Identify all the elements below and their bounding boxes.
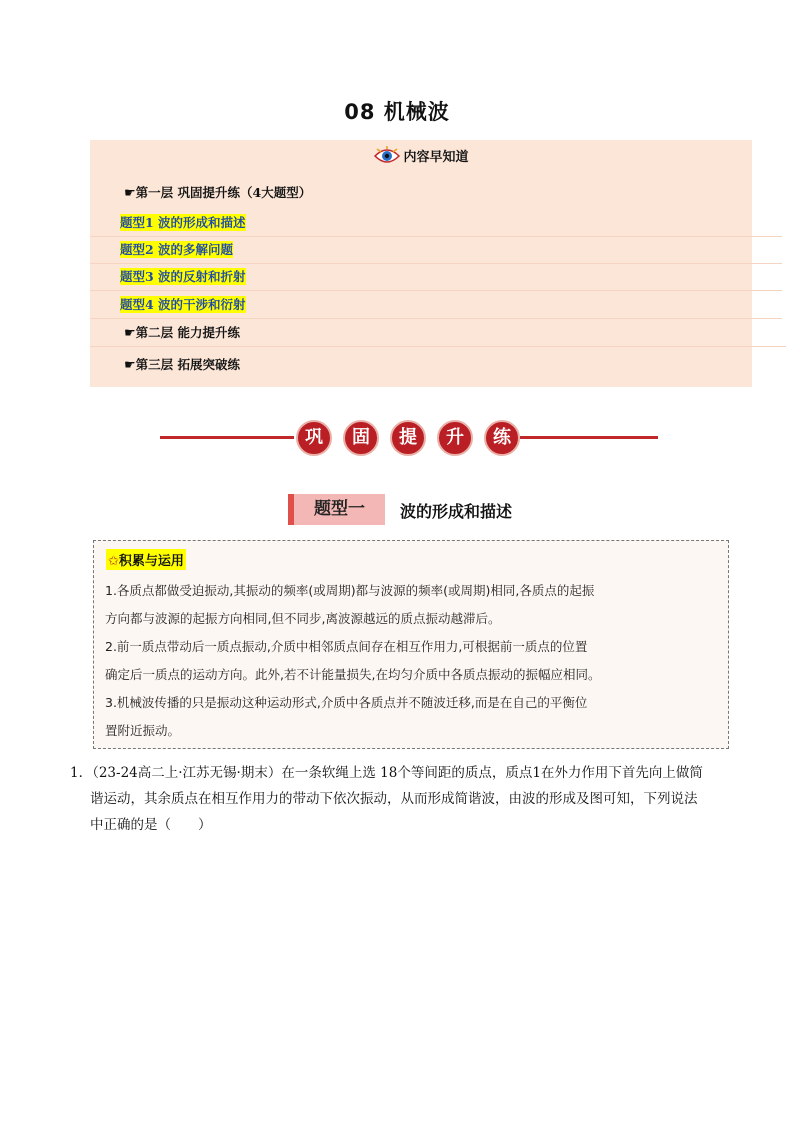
toc-type-1[interactable]	[90, 210, 782, 237]
tips-box	[93, 540, 729, 749]
tips-line: 置附近振动。	[105, 723, 181, 738]
toc-level-label: 第一层 巩固提升练（4大题型）	[135, 185, 312, 200]
toc-type-label: 题型3 波的反射和折射	[120, 269, 246, 284]
star-icon: ✩	[108, 554, 119, 569]
question-text: （23-24高二上·江苏无锡·期末）在一条软绳上选 18个等间距的质点，质点1在外力作用下首先向上做简	[92, 765, 703, 781]
toc-level-2[interactable]	[90, 320, 786, 347]
toc-level-3[interactable]	[90, 352, 786, 378]
question-1	[70, 760, 730, 838]
pointing-hand-icon: ☛	[124, 186, 136, 201]
banner-char: 提	[390, 420, 426, 456]
pointing-hand-icon: ☛	[124, 358, 136, 373]
section-tag-label: 题型一	[288, 494, 385, 525]
tips-line: 方向都与波源的起振方向相同,但不同步,离波源越远的质点振动越滞后。	[105, 611, 501, 626]
banner-line-left	[160, 436, 294, 439]
toc-level-label: 第二层 能力提升练	[135, 325, 241, 340]
toc-type-4[interactable]	[90, 292, 782, 319]
question-line	[70, 760, 730, 786]
tips-line: 2.前一质点带动后一质点振动,介质中相邻质点间存在相互作用力,可根据前一质点的位置	[105, 639, 588, 654]
eye-icon	[373, 146, 401, 166]
banner-char: 升	[437, 420, 473, 456]
tips-heading	[106, 549, 186, 570]
tips-line: 1.各质点都做受迫振动,其振动的频率(或周期)都与波源的频率(或周期)相同,各质点的起振	[105, 583, 595, 598]
toc-type-label: 题型1 波的形成和描述	[120, 215, 246, 230]
toc-type-2[interactable]	[90, 237, 782, 264]
section-banner	[160, 418, 658, 458]
tips-line: 3.机械波传播的只是振动这种运动形式,介质中各质点并不随波迁移,而是在自己的平衡位	[105, 695, 588, 710]
toc-type-3[interactable]	[90, 264, 782, 291]
toc-type-label: 题型4 波的干涉和衍射	[120, 297, 246, 312]
toc-type-label: 题型2 波的多解问题	[120, 242, 234, 257]
banner-char: 练	[484, 420, 520, 456]
document-title: 08 机械波	[344, 100, 450, 124]
question-line: 谐运动，其余质点在相互作用力的带动下依次振动，从而形成简谐波，由波的形成及图可知，下列说法	[90, 791, 698, 807]
banner-char: 巩	[296, 420, 332, 456]
banner-char: 固	[343, 420, 379, 456]
section-tag	[288, 494, 385, 525]
question-number: 1．	[70, 765, 93, 781]
section-title: 波的形成和描述	[400, 502, 513, 521]
contents-box	[90, 140, 752, 387]
tips-line: 确定后一质点的运动方向。此外,若不计能量损失,在均匀介质中各质点振动的振幅应相同。	[105, 667, 601, 682]
contents-heading-text: 内容早知道	[403, 150, 469, 165]
banner-line-right	[520, 436, 658, 439]
question-line: 中正确的是（ ）	[90, 817, 212, 833]
tips-heading-text: 积累与运用	[118, 554, 184, 569]
contents-heading	[90, 146, 752, 166]
toc-level-label: 第三层 拓展突破练	[135, 357, 241, 372]
toc-level-1[interactable]	[90, 180, 786, 206]
pointing-hand-icon: ☛	[124, 326, 136, 341]
